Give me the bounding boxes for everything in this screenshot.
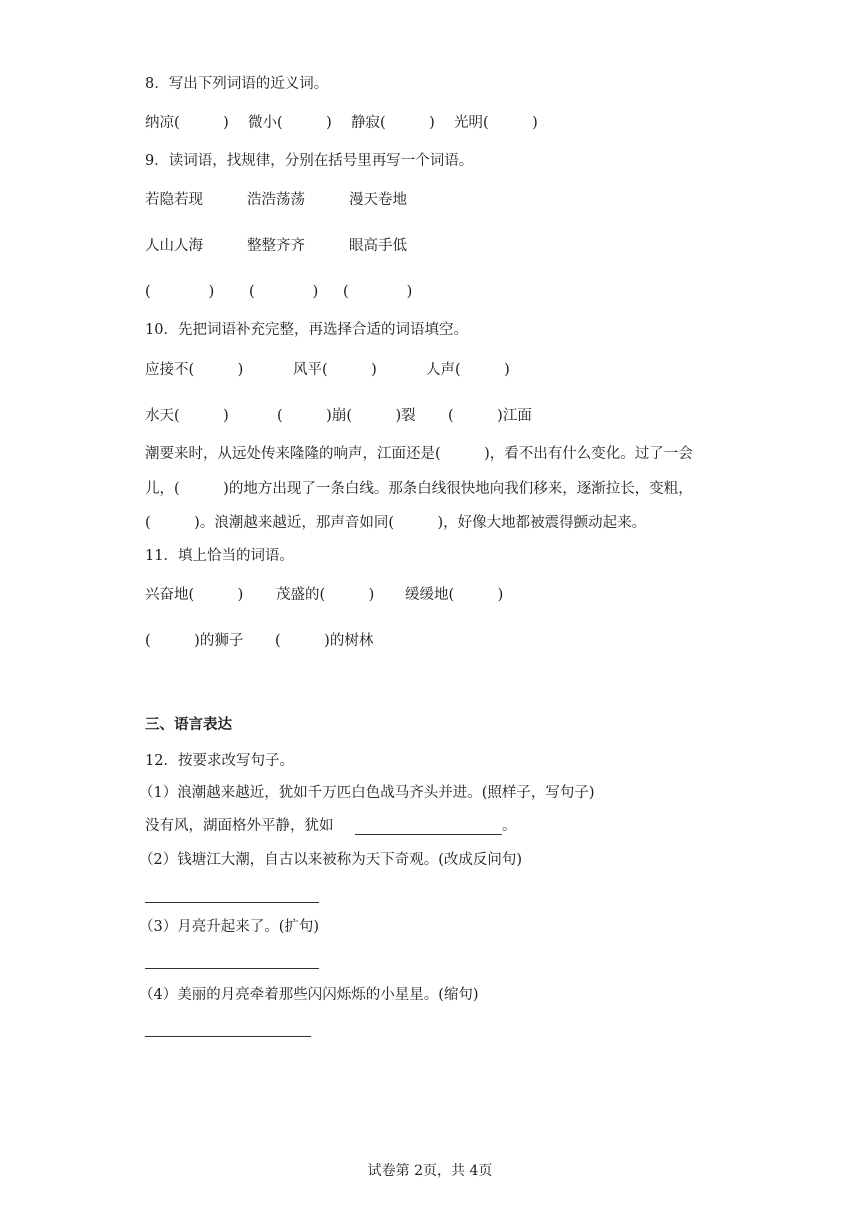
q10-phrase: 风平( )	[293, 362, 377, 378]
q8-item-1: 纳凉( )	[145, 115, 229, 131]
q9-word: 人山人海	[145, 238, 203, 254]
q11-title: 11．填上恰当的词语。	[145, 548, 294, 564]
q11-phrase: ( )的狮子	[145, 633, 244, 649]
q9-word: 漫天卷地	[349, 192, 407, 208]
q11-row-2	[145, 631, 374, 651]
q11-phrase: 兴奋地( )	[145, 587, 244, 603]
q9-title: 9．读词语，找规律，分别在括号里再写一个词语。	[145, 153, 474, 169]
q10-paragraph-line-3: ( )。浪潮越来越近，那声音如同( )，好像大地都被震得颤动起来。	[145, 515, 647, 531]
q12-answer-line-1	[145, 816, 517, 836]
q10-phrase: 人声( )	[426, 362, 510, 378]
q9-blank: ( )	[343, 284, 413, 300]
q10-row-1	[145, 360, 510, 380]
q8-item-3: 静寂( )	[351, 115, 435, 131]
q8-title: 8．写出下列词语的近义词。	[145, 76, 329, 92]
answer-underline[interactable]	[145, 1036, 311, 1037]
q10-phrase: ( )江面	[448, 408, 532, 424]
q10-paragraph-line-1: 潮要来时，从远处传来隆隆的响声，江面还是( )，看不出有什么变化。过了一会	[145, 446, 693, 462]
q12-answer-suffix: 。	[502, 818, 517, 834]
q11-phrase: 茂盛的( )	[276, 587, 375, 603]
q10-phrase: ( )崩( )裂	[277, 408, 416, 424]
q11-phrase: ( )的树林	[275, 633, 374, 649]
answer-underline[interactable]	[355, 834, 502, 835]
q10-phrase: 水天( )	[145, 408, 229, 424]
section-heading: 三、语言表达	[145, 717, 232, 733]
q9-blank: ( )	[145, 284, 215, 300]
q12-sentence-2: （2）钱塘江大潮，自古以来被称为天下奇观。(改成反问句)	[139, 852, 523, 868]
q11-phrase: 缓缓地( )	[405, 587, 504, 603]
q9-row-2	[145, 236, 407, 256]
q9-word: 眼高手低	[349, 238, 407, 254]
q9-blanks-row	[145, 282, 413, 302]
q10-paragraph-line-2: 儿，( )的地方出现了一条白线。那条白线很快地向我们移来，逐渐拉长，变粗，	[145, 481, 693, 497]
q8-items-row	[145, 113, 538, 133]
q12-sentence-1: （1）浪潮越来越近，犹如千万匹白色战马齐头并进。(照样子，写句子)	[139, 785, 595, 801]
q10-row-2	[145, 406, 532, 426]
q10-phrase: 应接不( )	[145, 362, 244, 378]
answer-underline[interactable]	[145, 968, 319, 969]
q9-word: 浩浩荡荡	[247, 192, 305, 208]
q9-blank: ( )	[249, 284, 319, 300]
q12-sentence-4: （4）美丽的月亮牵着那些闪闪烁烁的小星星。(缩句)	[139, 987, 479, 1003]
q12-sentence-3: （3）月亮升起来了。(扩句)	[139, 919, 320, 935]
q9-row-1	[145, 190, 407, 210]
page-footer: 试卷第 2页，共 4页	[367, 1163, 493, 1179]
q9-word: 整整齐齐	[247, 238, 305, 254]
q11-row-1	[145, 585, 504, 605]
q12-answer-prefix: 没有风，湖面格外平静，犹如	[145, 818, 334, 834]
q9-word: 若隐若现	[145, 192, 203, 208]
q10-title: 10．先把词语补充完整，再选择合适的词语填空。	[145, 322, 468, 338]
q8-item-4: 光明( )	[454, 115, 538, 131]
q12-title: 12．按要求改写句子。	[145, 753, 294, 769]
q8-item-2: 微小( )	[248, 115, 332, 131]
answer-underline[interactable]	[145, 902, 319, 903]
